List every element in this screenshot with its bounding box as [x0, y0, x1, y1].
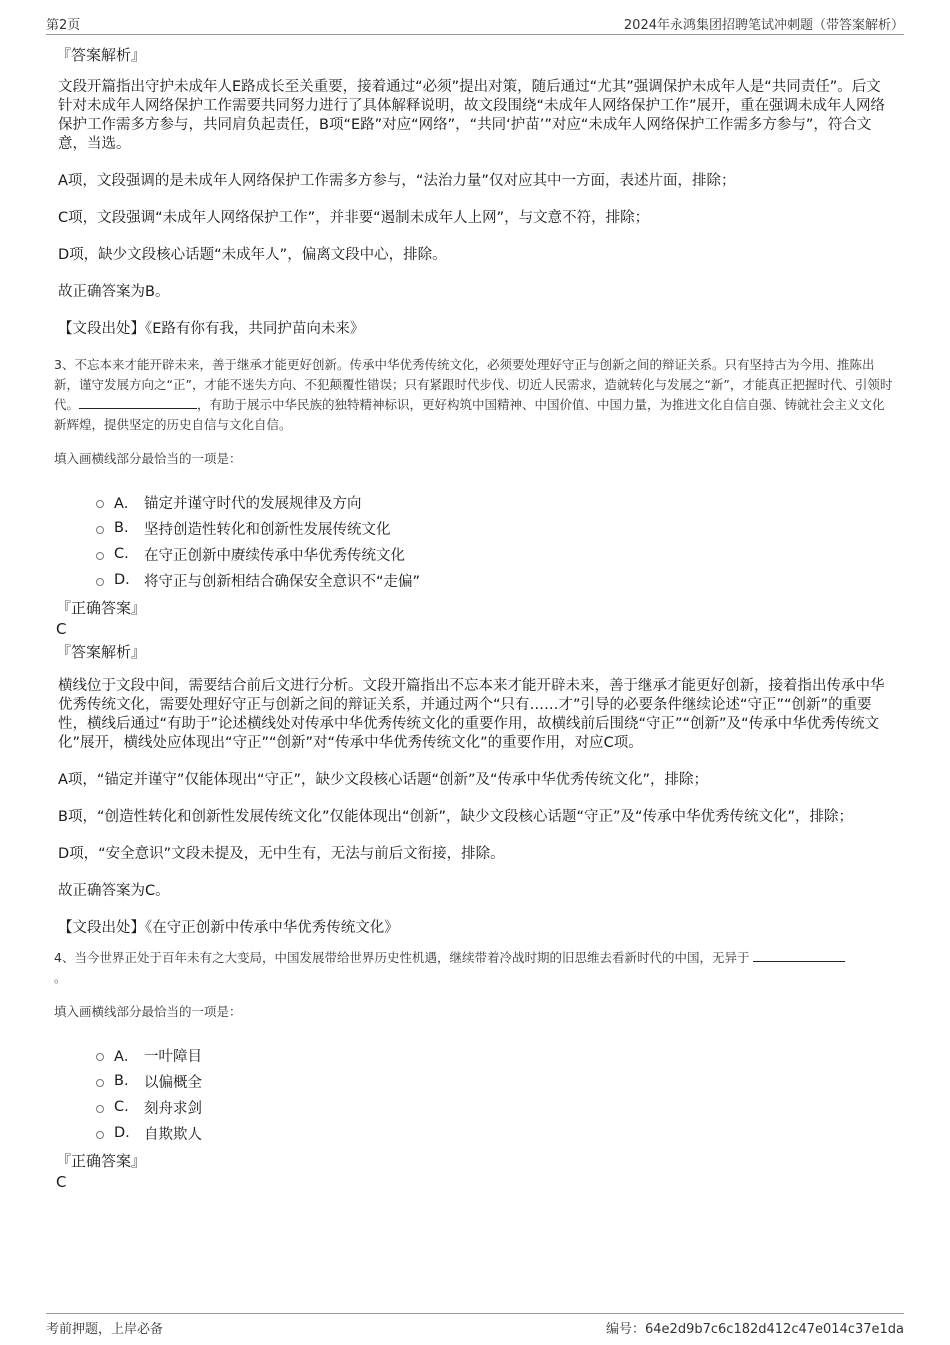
- option-letter: B.: [114, 520, 129, 536]
- page-header: [46, 14, 904, 35]
- q4-correct-label: 『正确答案』: [56, 1152, 147, 1170]
- q3-question-text-part2: ，有助于展示中华民族的独特精神标识，更好构筑中国精神、中国价值、中国力量，为推进文化自信自强、铸就社会主义文化新辉煌，提供坚定的历史自信与文化自信。: [54, 397, 885, 432]
- q3-analysis-paragraph: 横线位于文段中间，需要结合前后文进行分析。文段开篇指出不忘本来才能开辟未来，善于继承才能更好创新，接着指出传承中华优秀传统文化，需要处理好守正与创新之间的辩证关系，并通过两个“只有……才”引导的必要条件继续论述“守正”“创新”的重要性，横线后通过“有助于”论述横线处对传承中华优秀传统文化的重要作用，故横线前后围绕“守正”“创新”及“传承中华优秀传统文化”展开，横线处应体现出“守正”“创新”对“传承中华优秀传统文化”的重要作用，对应C项。: [58, 678, 885, 751]
- q3-question-text-part1: 3、不忘本来才能开辟未来，善于继承才能更好创新。传承中华优秀传统文化，必须要处理好守正与创新之间的辩证关系。只有坚持古为今用、推陈出新，谨守发展方向之“正”，才能不迷失方向、不犯颠覆性错误；只有紧跟时代步伐、切近人民需求，造就转化与发展之“新”，才能真正把握时代、引领时代。: [54, 357, 893, 412]
- q4-option-d[interactable]: [96, 1120, 894, 1146]
- q4-options: [96, 1042, 894, 1146]
- radio-icon[interactable]: [96, 578, 104, 586]
- footer-code: 编号：64e2d9b7c6c182d412c47e014c37e1da: [606, 1322, 904, 1337]
- option-letter: B.: [114, 1073, 129, 1089]
- q2-answer-statement: 故正确答案为B。: [58, 284, 170, 300]
- radio-icon[interactable]: [96, 1105, 104, 1113]
- option-text: 刻舟求剑: [144, 1100, 202, 1117]
- radio-icon[interactable]: [96, 500, 104, 508]
- q4-prompt: 填入画横线部分最恰当的一项是：: [54, 1004, 242, 1019]
- q3-analysis-paragraph: D项，“安全意识”文段未提及，无中生有，无法与前后文衔接，排除。: [58, 846, 505, 862]
- option-letter: C.: [114, 546, 129, 562]
- q4-option-a[interactable]: [96, 1042, 894, 1068]
- q3-correct-label: 『正确答案』: [56, 599, 147, 617]
- option-letter: D.: [114, 572, 130, 588]
- q2-analysis-paragraph: A项，文段强调的是未成年人网络保护工作需多方参与，“法治力量”仅对应其中一方面，表述片面，排除；: [58, 173, 736, 189]
- q4-option-c[interactable]: [96, 1094, 894, 1120]
- q3-option-c[interactable]: [96, 541, 894, 567]
- radio-icon[interactable]: [96, 552, 104, 560]
- q3-analysis-paragraph: A项，“锚定并谨守”仅能体现出“守正”，缺少文段核心话题“创新”及“传承中华优秀传统文化”，排除；: [58, 772, 709, 788]
- q4-question-end: 。: [54, 970, 67, 985]
- option-text: 将守正与创新相结合确保安全意识不“走偏”: [144, 573, 421, 590]
- q4-correct-answer: C: [56, 1173, 67, 1191]
- q3-option-d[interactable]: [96, 567, 894, 593]
- radio-icon[interactable]: [96, 1053, 104, 1061]
- q3-option-a[interactable]: [96, 489, 894, 515]
- footer-slogan: 考前押题，上岸必备: [46, 1322, 164, 1337]
- option-text: 自欺欺人: [144, 1126, 202, 1143]
- option-letter: C.: [114, 1099, 129, 1115]
- q3-answer-statement: 故正确答案为C。: [58, 883, 170, 899]
- page-number: 第2页: [46, 18, 81, 33]
- option-text: 锚定并谨守时代的发展规律及方向: [144, 495, 362, 512]
- option-text: 在守正创新中赓续传承中华优秀传统文化: [144, 547, 405, 564]
- q3-options: [96, 489, 894, 593]
- q4-question-text: 4、当今世界正处于百年未有之大变局，中国发展带给世界历史性机遇，继续带着冷战时期的旧思维去看新时代的中国，无异于: [54, 950, 750, 965]
- q4-question: [54, 948, 894, 988]
- q2-analysis-paragraph: D项，缺少文段核心话题“未成年人”，偏离文段中心，排除。: [58, 247, 447, 263]
- document-title: 2024年永鸿集团招聘笔试冲刺题（带答案解析）: [623, 18, 904, 33]
- option-text: 以偏概全: [144, 1074, 202, 1091]
- q3-option-b[interactable]: [96, 515, 894, 541]
- q3-prompt: 填入画横线部分最恰当的一项是：: [54, 451, 242, 466]
- q2-source: 【文段出处】《E路有你有我，共同护苗向未来》: [58, 321, 365, 337]
- option-letter: A．: [114, 495, 139, 512]
- option-letter: D.: [114, 1125, 130, 1141]
- radio-icon[interactable]: [96, 526, 104, 534]
- q2-analysis-paragraph: C项，文段强调“未成年人网络保护工作”，并非要“遏制未成年人上网”，与文意不符，排除；: [58, 210, 650, 226]
- option-text: 一叶障目: [144, 1048, 202, 1065]
- q3-fill-blank: [79, 396, 197, 409]
- q3-question: [54, 355, 894, 435]
- q3-source: 【文段出处】《在守正创新中传承中华优秀传统文化》: [58, 920, 399, 936]
- q4-option-b[interactable]: [96, 1068, 894, 1094]
- q3-correct-answer: C: [56, 620, 67, 638]
- q4-fill-blank: [753, 949, 845, 962]
- radio-icon[interactable]: [96, 1131, 104, 1139]
- radio-icon[interactable]: [96, 1079, 104, 1087]
- q3-analysis-label: 『答案解析』: [56, 643, 147, 661]
- page-footer: [46, 1313, 904, 1340]
- option-letter: A．: [114, 1048, 139, 1065]
- q2-analysis-label: 『答案解析』: [56, 46, 147, 64]
- q2-analysis-paragraph: 文段开篇指出守护未成年人E路成长至关重要，接着通过“必须”提出对策，随后通过“尤其”强调保护未成年人是“共同责任”。后文针对未成年人网络保护工作需要共同努力进行了具体解释说明，故文段围绕“未成年人网络保护工作”展开，重在强调未成年人网络保护工作需多方参与，共同肩负起责任，B项“E路”对应“网络”，“共同‘护苗’”对应“未成年人网络保护工作需多方参与”，符合文意，当选。: [58, 79, 886, 152]
- page-content: [56, 44, 894, 1194]
- option-text: 坚持创造性转化和创新性发展传统文化: [144, 521, 391, 538]
- q3-analysis-paragraph: B项，“创造性转化和创新性发展传统文化”仅能体现出“创新”，缺少文段核心话题“守正”及“传承中华优秀传统文化”，排除；: [58, 809, 854, 825]
